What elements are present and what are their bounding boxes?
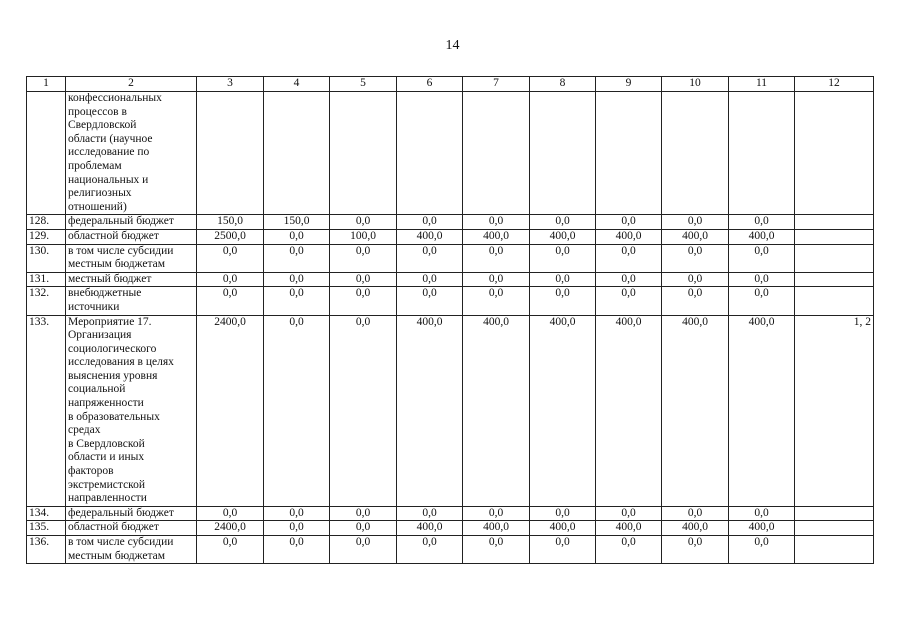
description-line: средах (68, 424, 101, 437)
row-description (66, 229, 197, 244)
description-line: местным бюджетам (68, 549, 165, 562)
description-line: процессов в (68, 105, 127, 118)
value-cell: 0,0 (463, 506, 530, 521)
description-line: местный бюджет (68, 272, 152, 285)
value-cell: 0,0 (264, 536, 330, 564)
value-cell: 0,0 (197, 287, 264, 315)
table-row (27, 215, 874, 230)
value-cell: 0,0 (729, 272, 795, 287)
value-cell: 0,0 (530, 287, 596, 315)
value-cell: 400,0 (729, 229, 795, 244)
value-cell: 0,0 (463, 272, 530, 287)
row-description (66, 315, 197, 506)
description-line: социологического (68, 342, 157, 355)
value-cell: 0,0 (197, 244, 264, 272)
value-cell (397, 92, 463, 215)
row-number: 128. (27, 215, 66, 230)
value-cell: 2400,0 (197, 521, 264, 536)
value-cell: 0,0 (596, 244, 662, 272)
value-cell: 0,0 (729, 506, 795, 521)
value-cell: 400,0 (463, 315, 530, 506)
description-line: источники (68, 300, 120, 313)
table-header-row (27, 77, 874, 92)
value-cell: 150,0 (264, 215, 330, 230)
value-cell: 0,0 (264, 287, 330, 315)
column-header: 4 (264, 77, 330, 92)
value-cell: 0,0 (264, 244, 330, 272)
row-description (66, 215, 197, 230)
description-line: внебюджетные (68, 287, 142, 300)
value-cell (463, 92, 530, 215)
row-number: 130. (27, 244, 66, 272)
value-cell: 0,0 (330, 272, 397, 287)
row-description (66, 287, 197, 315)
value-cell: 0,0 (596, 215, 662, 230)
description-line: исследования в целях (68, 356, 174, 369)
row-number: 135. (27, 521, 66, 536)
value-cell: 0,0 (662, 287, 729, 315)
target-ref-cell (795, 229, 874, 244)
table-row (27, 92, 874, 215)
table-row (27, 272, 874, 287)
column-header: 8 (530, 77, 596, 92)
page-number: 14 (445, 38, 460, 53)
description-line: областной бюджет (68, 229, 159, 242)
row-number: 131. (27, 272, 66, 287)
row-number (27, 92, 66, 215)
value-cell: 400,0 (596, 315, 662, 506)
target-ref-cell (795, 272, 874, 287)
value-cell: 0,0 (330, 244, 397, 272)
row-number: 129. (27, 229, 66, 244)
value-cell: 0,0 (530, 272, 596, 287)
table-row (27, 506, 874, 521)
value-cell: 2400,0 (197, 315, 264, 506)
target-ref-cell (795, 506, 874, 521)
value-cell: 0,0 (596, 272, 662, 287)
value-cell: 100,0 (330, 229, 397, 244)
description-line: конфессиональных (68, 92, 162, 104)
value-cell: 0,0 (530, 536, 596, 564)
value-cell: 0,0 (397, 272, 463, 287)
table-row (27, 287, 874, 315)
budget-table (26, 76, 874, 564)
value-cell: 150,0 (197, 215, 264, 230)
value-cell: 0,0 (729, 536, 795, 564)
description-line: Свердловской (68, 119, 137, 132)
description-line: исследование по (68, 146, 150, 159)
value-cell: 0,0 (596, 536, 662, 564)
value-cell: 400,0 (596, 521, 662, 536)
description-line: областной бюджет (68, 521, 159, 534)
value-cell: 400,0 (530, 521, 596, 536)
value-cell: 0,0 (397, 287, 463, 315)
description-line: направленности (68, 492, 147, 505)
row-number: 134. (27, 506, 66, 521)
column-header: 11 (729, 77, 795, 92)
table-body (27, 77, 874, 564)
value-cell: 0,0 (330, 315, 397, 506)
target-ref-cell: 1, 2 (795, 315, 874, 506)
value-cell: 400,0 (662, 521, 729, 536)
target-ref-cell (795, 215, 874, 230)
value-cell: 2500,0 (197, 229, 264, 244)
value-cell: 0,0 (463, 244, 530, 272)
value-cell: 0,0 (397, 536, 463, 564)
value-cell: 0,0 (197, 272, 264, 287)
value-cell: 0,0 (330, 506, 397, 521)
value-cell (729, 92, 795, 215)
column-header: 7 (463, 77, 530, 92)
row-description (66, 244, 197, 272)
row-description (66, 272, 197, 287)
column-header: 5 (330, 77, 397, 92)
column-header: 9 (596, 77, 662, 92)
value-cell: 400,0 (729, 521, 795, 536)
row-description (66, 536, 197, 564)
table-row (27, 229, 874, 244)
table-row (27, 315, 874, 506)
column-header: 6 (397, 77, 463, 92)
description-line: проблемам (68, 159, 122, 172)
value-cell: 0,0 (530, 215, 596, 230)
description-line: местным бюджетам (68, 258, 165, 271)
value-cell: 0,0 (264, 229, 330, 244)
target-ref-cell (795, 287, 874, 315)
description-line: напряженности (68, 397, 144, 410)
target-ref-cell (795, 244, 874, 272)
value-cell (264, 92, 330, 215)
description-line: в том числе субсидии (68, 244, 174, 257)
column-header: 12 (795, 77, 874, 92)
value-cell: 400,0 (662, 315, 729, 506)
value-cell: 0,0 (397, 215, 463, 230)
description-line: федеральный бюджет (68, 506, 174, 519)
value-cell: 0,0 (197, 506, 264, 521)
value-cell: 0,0 (662, 536, 729, 564)
value-cell (662, 92, 729, 215)
value-cell: 0,0 (264, 506, 330, 521)
value-cell: 400,0 (463, 229, 530, 244)
column-header: 1 (27, 77, 66, 92)
value-cell: 0,0 (197, 536, 264, 564)
value-cell: 0,0 (397, 244, 463, 272)
table-row (27, 521, 874, 536)
value-cell: 0,0 (729, 244, 795, 272)
description-line: социальной (68, 383, 126, 396)
row-number: 133. (27, 315, 66, 506)
value-cell: 0,0 (397, 506, 463, 521)
value-cell: 0,0 (264, 521, 330, 536)
description-line: в Свердловской (68, 437, 145, 450)
value-cell (197, 92, 264, 215)
row-number: 132. (27, 287, 66, 315)
value-cell: 0,0 (264, 272, 330, 287)
value-cell: 0,0 (330, 521, 397, 536)
value-cell: 0,0 (729, 287, 795, 315)
value-cell: 400,0 (530, 315, 596, 506)
value-cell (530, 92, 596, 215)
value-cell: 0,0 (330, 215, 397, 230)
value-cell: 0,0 (662, 215, 729, 230)
value-cell: 0,0 (330, 287, 397, 315)
description-line: области и иных (68, 451, 145, 464)
value-cell: 0,0 (662, 244, 729, 272)
description-line: федеральный бюджет (68, 215, 174, 228)
value-cell: 400,0 (463, 521, 530, 536)
description-line: религиозных (68, 187, 132, 200)
description-line: в образовательных (68, 410, 160, 423)
value-cell (596, 92, 662, 215)
value-cell (330, 92, 397, 215)
target-ref-cell (795, 92, 874, 215)
value-cell: 0,0 (463, 536, 530, 564)
value-cell: 0,0 (264, 315, 330, 506)
row-description (66, 521, 197, 536)
description-line: выяснения уровня (68, 369, 158, 382)
target-ref-cell (795, 536, 874, 564)
row-number: 136. (27, 536, 66, 564)
value-cell: 400,0 (729, 315, 795, 506)
value-cell: 0,0 (662, 272, 729, 287)
column-header: 3 (197, 77, 264, 92)
value-cell: 400,0 (596, 229, 662, 244)
value-cell: 0,0 (729, 215, 795, 230)
value-cell: 0,0 (530, 244, 596, 272)
row-description (66, 506, 197, 521)
description-line: национальных и (68, 173, 149, 186)
value-cell: 400,0 (662, 229, 729, 244)
row-description (66, 92, 197, 215)
description-line: области (научное (68, 132, 153, 145)
value-cell: 0,0 (662, 506, 729, 521)
table-row (27, 536, 874, 564)
value-cell: 400,0 (397, 229, 463, 244)
column-header: 2 (66, 77, 197, 92)
table-row (27, 244, 874, 272)
value-cell: 0,0 (596, 287, 662, 315)
target-ref-cell (795, 521, 874, 536)
description-line: факторов (68, 465, 114, 478)
value-cell: 0,0 (463, 287, 530, 315)
value-cell: 0,0 (596, 506, 662, 521)
value-cell: 400,0 (397, 315, 463, 506)
value-cell: 0,0 (530, 506, 596, 521)
value-cell: 400,0 (530, 229, 596, 244)
description-line: Мероприятие 17. (68, 315, 152, 328)
description-line: отношений) (68, 200, 127, 213)
description-line: Организация (68, 329, 132, 342)
description-line: экстремистской (68, 478, 146, 491)
value-cell: 400,0 (397, 521, 463, 536)
value-cell: 0,0 (463, 215, 530, 230)
value-cell: 0,0 (330, 536, 397, 564)
column-header: 10 (662, 77, 729, 92)
description-line: в том числе субсидии (68, 536, 174, 548)
